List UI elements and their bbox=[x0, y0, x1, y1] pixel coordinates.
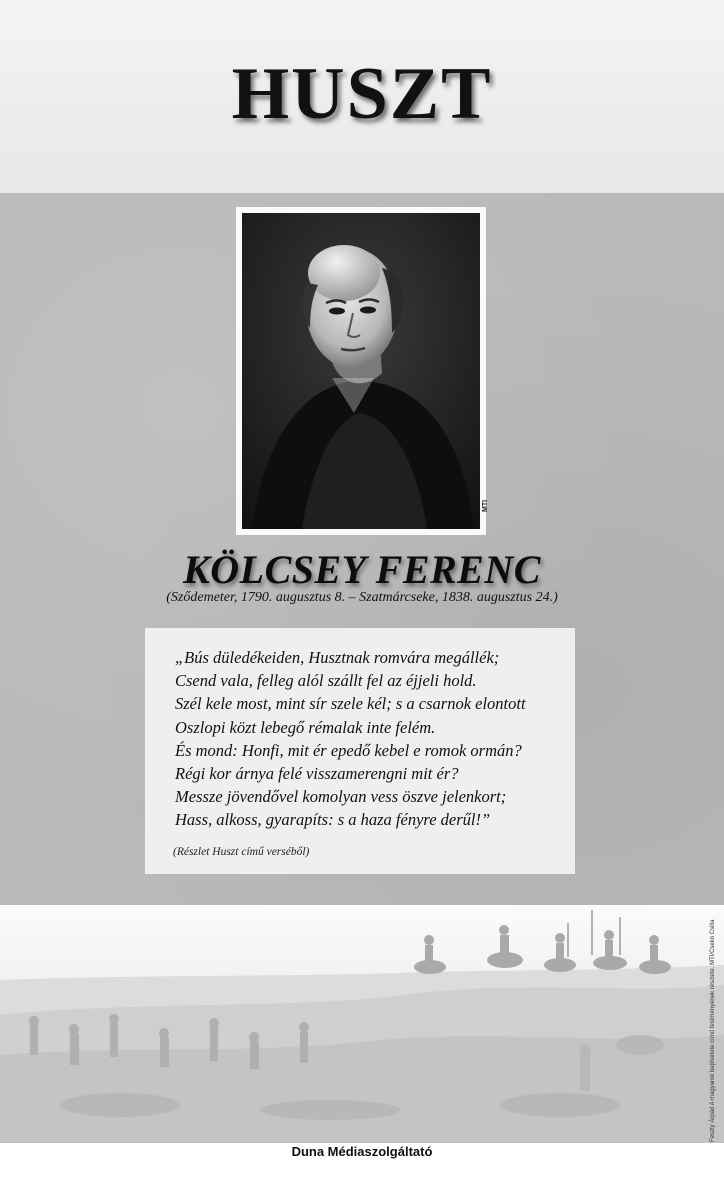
portrait-illustration bbox=[242, 213, 480, 529]
portrait-photo bbox=[242, 213, 480, 529]
poem-quote-box bbox=[145, 628, 575, 874]
background-painting bbox=[0, 905, 724, 1143]
poem-line: Hass, alkoss, gyarapíts: s a haza fényre derűl!” bbox=[175, 810, 491, 830]
poem-source: (Részlet Huszt című verséből) bbox=[173, 845, 310, 858]
poem-line: És mond: Honfi, mit ér epedő kebel e romok ormán? bbox=[175, 740, 522, 760]
poem-line: Szél kele most, mint sír szele kél; s a csarnok elontott bbox=[175, 694, 526, 714]
poem-line: Oszlopi közt lebegő rémalak inte felém. bbox=[175, 717, 436, 737]
photo-credit: MTI bbox=[482, 499, 489, 512]
battle-scene-illustration bbox=[0, 905, 724, 1143]
poem-line: Régi kor árnya felé visszamerengni mit ér? bbox=[175, 764, 459, 784]
painting-credit: Feszty Árpád A magyarok bejövetele című festményének részlete. MTI/Csekó Csilla bbox=[710, 919, 716, 1142]
poem-line: Messze jövendővel komolyan vess öszve jelenkort; bbox=[175, 787, 507, 807]
person-dates: (Sződemeter, 1790. augusztus 8. – Szatmárcseke, 1838. augusztus 24.) bbox=[166, 590, 558, 605]
person-name: KÖLCSEY FERENC bbox=[183, 547, 541, 592]
portrait-frame bbox=[236, 207, 486, 535]
poem-line: „Bús düledékeiden, Husztnak romvára megállék; bbox=[175, 648, 500, 667]
poem-line: Csend vala, felleg alól szállt fel az éjjeli hold. bbox=[175, 671, 477, 691]
publisher-footer: Duna Médiaszolgáltató bbox=[291, 1144, 433, 1159]
poster-title: HUSZT bbox=[231, 53, 493, 135]
